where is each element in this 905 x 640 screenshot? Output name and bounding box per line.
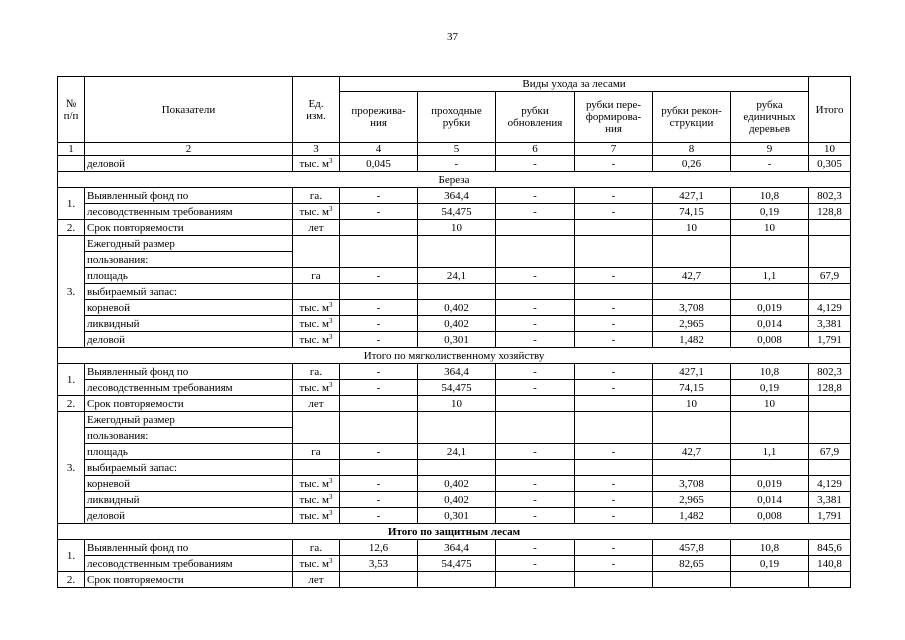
header-total: Итого (809, 77, 851, 143)
value-cell: - (340, 476, 418, 492)
row-number: 1. (58, 540, 85, 572)
value-cell: - (575, 300, 653, 316)
table-row (58, 188, 851, 204)
value-cell: - (496, 300, 575, 316)
section-title: Итого по мягколиственному хозяйству (58, 348, 851, 364)
table-row (58, 364, 851, 380)
table-row (58, 396, 851, 412)
table-row (58, 508, 851, 524)
row-label: деловой (85, 332, 293, 348)
value-cell: 3,708 (653, 476, 731, 492)
row-label: лесоводственным требованиям (85, 380, 293, 396)
value-cell: - (575, 492, 653, 508)
row-label: Выявленный фонд по (85, 364, 293, 380)
value-cell: - (340, 188, 418, 204)
value-cell: - (496, 188, 575, 204)
row-number: 3. (58, 412, 85, 524)
table-row (58, 220, 851, 236)
row-label: корневой (85, 476, 293, 492)
value-cell: - (496, 508, 575, 524)
value-cell: 0,19 (731, 380, 809, 396)
value-cell: 802,3 (809, 188, 851, 204)
value-cell: - (418, 156, 496, 172)
value-cell: 128,8 (809, 380, 851, 396)
value-cell: 0,19 (731, 204, 809, 220)
value-cell: 0,402 (418, 300, 496, 316)
row-label: лесоводственным требованиям (85, 204, 293, 220)
value-cell: - (496, 156, 575, 172)
value-cell: 3,53 (340, 556, 418, 572)
row-label: корневой (85, 300, 293, 316)
table-row (58, 540, 851, 556)
value-cell: 128,8 (809, 204, 851, 220)
value-cell: - (496, 380, 575, 396)
value-cell: 2,965 (653, 492, 731, 508)
col-number: 9 (731, 143, 809, 156)
value-cell: - (340, 300, 418, 316)
value-cell: - (340, 508, 418, 524)
header-col: рубки пере- формирова- ния (575, 92, 653, 143)
value-cell: 0,008 (731, 508, 809, 524)
value-cell: 0,305 (809, 156, 851, 172)
value-cell: 140,8 (809, 556, 851, 572)
value-cell: 0,019 (731, 476, 809, 492)
table-row (58, 380, 851, 396)
col-number: 5 (418, 143, 496, 156)
table-row (58, 204, 851, 220)
value-cell: - (575, 540, 653, 556)
value-cell: 1,482 (653, 332, 731, 348)
table-row (58, 284, 851, 300)
value-cell: 0,402 (418, 476, 496, 492)
row-label: пользования: (85, 252, 293, 268)
row-label: ликвидный (85, 316, 293, 332)
page-number: 37 (447, 31, 458, 43)
table-row (58, 236, 851, 252)
row-label: Ежегодный размер (85, 412, 293, 428)
value-cell: 3,708 (653, 300, 731, 316)
value-cell: 42,7 (653, 444, 731, 460)
value-cell: 67,9 (809, 444, 851, 460)
col-number: 3 (293, 143, 340, 156)
value-cell: - (575, 380, 653, 396)
value-cell: 54,475 (418, 204, 496, 220)
table-row (58, 556, 851, 572)
row-label: выбираемый запас: (85, 460, 293, 476)
value-cell: 0,301 (418, 332, 496, 348)
table-row (58, 476, 851, 492)
value-cell: - (575, 268, 653, 284)
value-cell: 1,791 (809, 508, 851, 524)
col-number: 1 (58, 143, 85, 156)
row-label: Выявленный фонд по (85, 540, 293, 556)
row-label: Срок повторяемости (85, 396, 293, 412)
value-cell: 10 (653, 220, 731, 236)
row-number: 3. (58, 236, 85, 348)
forest-care-table (57, 76, 851, 588)
value-cell: 0,402 (418, 316, 496, 332)
value-cell: - (575, 444, 653, 460)
value-cell: 1,1 (731, 444, 809, 460)
value-cell: 12,6 (340, 540, 418, 556)
value-cell: 364,4 (418, 540, 496, 556)
value-cell: 1,482 (653, 508, 731, 524)
value-cell: 364,4 (418, 188, 496, 204)
value-cell: 364,4 (418, 364, 496, 380)
value-cell: 74,15 (653, 204, 731, 220)
value-cell: 24,1 (418, 444, 496, 460)
unit-cell: га. (293, 540, 340, 556)
value-cell: 4,129 (809, 476, 851, 492)
header-group: Виды ухода за лесами (340, 77, 809, 92)
value-cell: 0,19 (731, 556, 809, 572)
row-label: деловой (85, 508, 293, 524)
value-cell: 427,1 (653, 188, 731, 204)
value-cell: 82,65 (653, 556, 731, 572)
row-label: лесоводственным требованиям (85, 556, 293, 572)
row-label: выбираемый запас: (85, 284, 293, 300)
row-label: Выявленный фонд по (85, 188, 293, 204)
row-number: 2. (58, 572, 85, 588)
value-cell: - (340, 268, 418, 284)
value-cell: - (496, 268, 575, 284)
table-row (58, 460, 851, 476)
value-cell: 845,6 (809, 540, 851, 556)
table-row (58, 156, 851, 172)
unit-cell: тыс. $м^3$ (293, 476, 340, 492)
value-cell: - (496, 540, 575, 556)
value-cell: - (575, 188, 653, 204)
section-title: Итого по защитным лесам (58, 524, 851, 540)
value-cell: 24,1 (418, 268, 496, 284)
value-cell: 10,8 (731, 540, 809, 556)
value-cell: 2,965 (653, 316, 731, 332)
value-cell: - (340, 380, 418, 396)
value-cell: 0,019 (731, 300, 809, 316)
row-number: 1. (58, 188, 85, 220)
unit-cell: тыс. $м^3$ (293, 316, 340, 332)
header-col: прорежива- ния (340, 92, 418, 143)
unit-cell: га. (293, 364, 340, 380)
value-cell: - (575, 476, 653, 492)
value-cell: 802,3 (809, 364, 851, 380)
unit-cell: тыс. $м^3$ (293, 508, 340, 524)
unit-cell: га (293, 268, 340, 284)
col-number: 4 (340, 143, 418, 156)
value-cell: 1,1 (731, 268, 809, 284)
value-cell: - (496, 204, 575, 220)
value-cell: 10,8 (731, 188, 809, 204)
value-cell: - (496, 444, 575, 460)
unit-cell: тыс. $м^3$ (293, 156, 340, 172)
value-cell: - (575, 556, 653, 572)
unit-cell: тыс. $м^3$ (293, 492, 340, 508)
value-cell: - (496, 316, 575, 332)
value-cell: 10,8 (731, 364, 809, 380)
value-cell: - (340, 332, 418, 348)
unit-cell: лет (293, 220, 340, 236)
value-cell: 0,014 (731, 492, 809, 508)
value-cell: - (496, 332, 575, 348)
value-cell: 3,381 (809, 316, 851, 332)
value-cell: 457,8 (653, 540, 731, 556)
value-cell: - (575, 156, 653, 172)
row-number: 2. (58, 396, 85, 412)
value-cell: 10 (418, 396, 496, 412)
table-row (58, 316, 851, 332)
value-cell: - (340, 204, 418, 220)
value-cell: 10 (418, 220, 496, 236)
value-cell: 3,381 (809, 492, 851, 508)
value-cell: 0,301 (418, 508, 496, 524)
unit-cell: тыс. $м^3$ (293, 380, 340, 396)
value-cell: 1,791 (809, 332, 851, 348)
section-title: Береза (58, 172, 851, 188)
unit-cell: тыс. $м^3$ (293, 204, 340, 220)
header-unit: Ед. изм. (293, 77, 340, 143)
value-cell: - (496, 364, 575, 380)
value-cell: - (575, 508, 653, 524)
unit-cell: га. (293, 188, 340, 204)
row-label: Ежегодный размер (85, 236, 293, 252)
value-cell: - (340, 364, 418, 380)
value-cell: - (496, 476, 575, 492)
header-col: рубки рекон- струкции (653, 92, 731, 143)
value-cell: 4,129 (809, 300, 851, 316)
value-cell: - (496, 492, 575, 508)
value-cell: 0,402 (418, 492, 496, 508)
col-number: 7 (575, 143, 653, 156)
row-label: площадь (85, 268, 293, 284)
header-col: проходные рубки (418, 92, 496, 143)
value-cell: - (575, 364, 653, 380)
value-cell: 10 (731, 396, 809, 412)
table-row (58, 572, 851, 588)
table-row (58, 444, 851, 460)
table-row (58, 412, 851, 428)
value-cell: 42,7 (653, 268, 731, 284)
value-cell: 0,014 (731, 316, 809, 332)
table-row (58, 332, 851, 348)
col-number: 2 (85, 143, 293, 156)
row-label: ликвидный (85, 492, 293, 508)
col-number: 10 (809, 143, 851, 156)
row-label: площадь (85, 444, 293, 460)
value-cell: - (575, 332, 653, 348)
value-cell: - (340, 316, 418, 332)
table-row (58, 268, 851, 284)
value-cell: - (575, 204, 653, 220)
value-cell: 427,1 (653, 364, 731, 380)
value-cell: - (575, 316, 653, 332)
unit-cell: тыс. $м^3$ (293, 300, 340, 316)
value-cell: - (340, 444, 418, 460)
value-cell: - (340, 492, 418, 508)
value-cell: 10 (653, 396, 731, 412)
row-number: 2. (58, 220, 85, 236)
value-cell: 10 (731, 220, 809, 236)
value-cell: 0,26 (653, 156, 731, 172)
row-label: Срок повторяемости (85, 572, 293, 588)
unit-cell: лет (293, 396, 340, 412)
row-label: Срок повторяемости (85, 220, 293, 236)
header-col: рубки обновления (496, 92, 575, 143)
value-cell: 67,9 (809, 268, 851, 284)
table-row (58, 300, 851, 316)
unit-cell: га (293, 444, 340, 460)
col-number: 8 (653, 143, 731, 156)
row-number: 1. (58, 364, 85, 396)
row-label: пользования: (85, 428, 293, 444)
unit-cell: тыс. $м^3$ (293, 556, 340, 572)
table-row (58, 492, 851, 508)
row-label: деловой (85, 156, 293, 172)
header-no: № п/п (58, 77, 85, 143)
header-indicators: Показатели (85, 77, 293, 143)
value-cell: - (496, 556, 575, 572)
unit-cell: тыс. $м^3$ (293, 332, 340, 348)
unit-cell: лет (293, 572, 340, 588)
value-cell: 74,15 (653, 380, 731, 396)
value-cell: 54,475 (418, 380, 496, 396)
col-number: 6 (496, 143, 575, 156)
header-col: рубка единичных деревьев (731, 92, 809, 143)
value-cell: - (731, 156, 809, 172)
value-cell: 54,475 (418, 556, 496, 572)
value-cell: 0,008 (731, 332, 809, 348)
value-cell: 0,045 (340, 156, 418, 172)
